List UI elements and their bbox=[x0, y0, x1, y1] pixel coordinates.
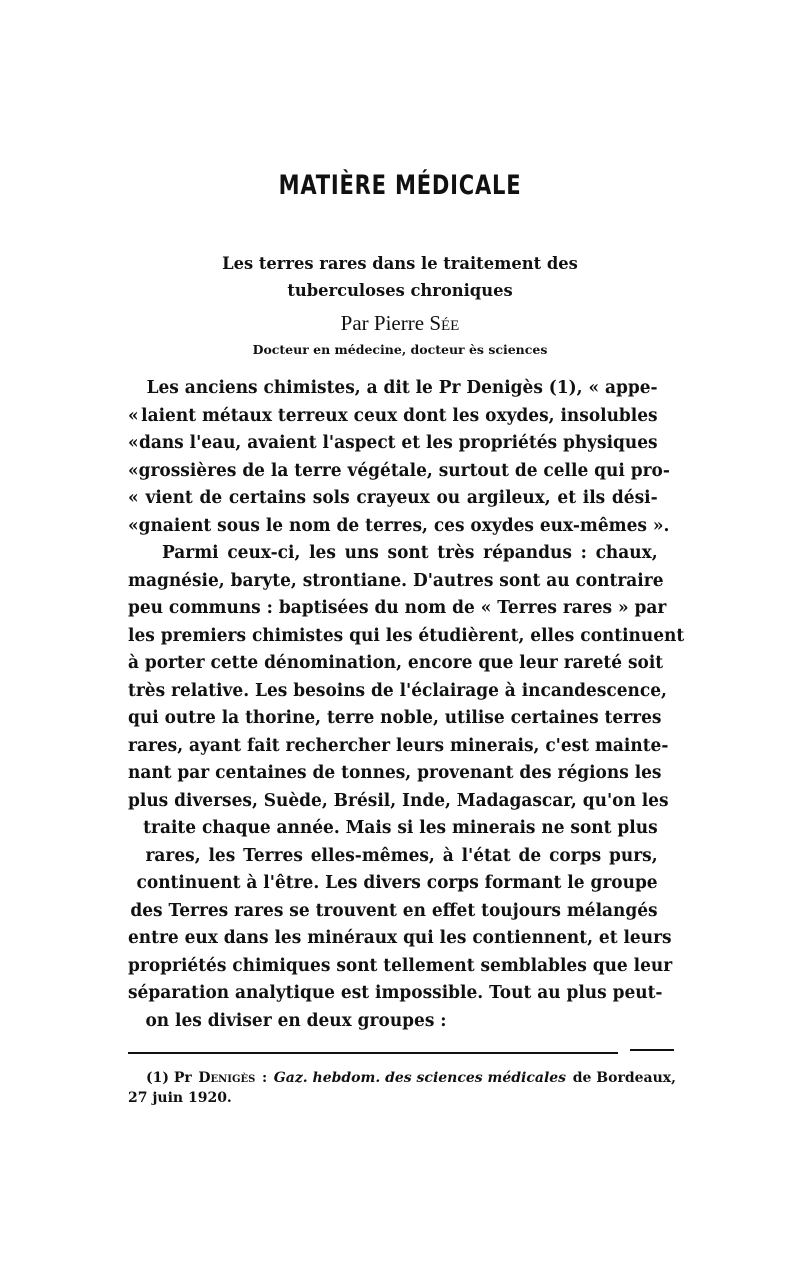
quote-mark bbox=[128, 1011, 145, 1039]
line-text: séparation analytique est impossible. Tout au plus peut- bbox=[128, 983, 663, 1003]
text-line bbox=[128, 433, 658, 461]
line-text: magnésie, baryte, strontiane. D'autres sont au contraire bbox=[128, 570, 664, 591]
author-line bbox=[0, 311, 800, 336]
line-text: les premiers chimistes qui les étudièrent, elles continuent bbox=[128, 625, 685, 646]
text-line bbox=[128, 708, 662, 736]
line-text: très relative. Les besoins de l'éclairage à incandescence, bbox=[128, 680, 667, 701]
text-line bbox=[128, 846, 658, 874]
text-line bbox=[128, 598, 667, 626]
text-line bbox=[128, 955, 673, 984]
quote-mark bbox=[128, 846, 145, 874]
text-line bbox=[128, 653, 664, 681]
footnote-marker: (1) Pr bbox=[146, 1070, 192, 1086]
line-text: dans l'eau, avaient l'aspect et les propriétés physiques bbox=[138, 433, 658, 453]
text-line bbox=[128, 515, 670, 544]
line-text: rares, les Terres elles-mêmes, à l'état de corps purs, bbox=[145, 845, 658, 866]
footnote-separator: : bbox=[262, 1070, 268, 1086]
text-line bbox=[128, 1011, 658, 1039]
section-heading: MATIÈRE MÉDICALE bbox=[278, 170, 522, 201]
footnote-divider bbox=[128, 1052, 618, 1054]
footnote-journal: Gaz. hebdom. des sciences médicales bbox=[273, 1070, 567, 1086]
article-title-line-1: Les terres rares dans le traitement des bbox=[222, 254, 578, 274]
text-line bbox=[128, 543, 658, 571]
line-text: continuent à l'être. Les divers corps formant le groupe bbox=[136, 873, 658, 893]
line-text: traite chaque année. Mais si les minerais ne sont plus bbox=[143, 818, 658, 838]
line-text: on les diviser en deux groupes : bbox=[145, 1010, 447, 1031]
text-line bbox=[128, 406, 658, 434]
footnote-line-2: 27 juin 1920. bbox=[128, 1090, 232, 1106]
line-text: Les anciens chimistes, a dit le Pr Denigès (1), « appe- bbox=[146, 378, 658, 398]
line-text: vient de certains sols crayeux ou argileux, et ils dési- bbox=[145, 488, 658, 508]
quote-mark bbox=[128, 818, 143, 846]
line-text: nant par centaines de tonnes, provenant des régions les bbox=[128, 763, 662, 783]
quote-mark: « bbox=[128, 488, 139, 508]
quote-mark: « bbox=[128, 515, 139, 536]
line-text: peu communs : baptisées du nom de « Terres rares » par bbox=[128, 598, 667, 618]
text-line bbox=[128, 818, 658, 846]
quote-mark bbox=[128, 873, 137, 901]
author-prefix: Par Pierre bbox=[340, 311, 425, 335]
quote-mark: « bbox=[128, 460, 139, 481]
text-line bbox=[128, 625, 685, 654]
text-line bbox=[128, 928, 672, 956]
text-line bbox=[128, 735, 669, 764]
footnote-divider-short bbox=[630, 1049, 674, 1051]
line-text: gnaient sous le nom de terres, ces oxydes eux-mêmes ». bbox=[138, 515, 670, 536]
line-text: entre eux dans les minéraux qui les contiennent, et leurs bbox=[128, 928, 672, 948]
text-line bbox=[128, 488, 658, 516]
quote-mark bbox=[128, 543, 145, 571]
author-credentials: Docteur en médecine, docteur ès sciences bbox=[252, 342, 548, 357]
footnote-place: de Bordeaux, bbox=[572, 1070, 676, 1086]
text-line bbox=[128, 763, 662, 791]
author-name: Sée bbox=[429, 311, 460, 335]
quote-mark: « bbox=[128, 405, 139, 426]
line-text: à porter cette dénomination, encore que leur rareté soit bbox=[128, 653, 664, 673]
line-text: Parmi ceux-ci, les uns sont très répandus : chaux, bbox=[161, 543, 658, 563]
text-line bbox=[128, 790, 669, 819]
quote-mark: « bbox=[128, 433, 139, 453]
text-line bbox=[128, 901, 658, 929]
text-line bbox=[128, 873, 658, 901]
line-text: propriétés chimiques sont tellement semblables que leur bbox=[128, 955, 673, 976]
line-text: rares, ayant fait rechercher leurs minerais, c'est mainte- bbox=[128, 735, 669, 756]
footnote-author: Denigès bbox=[198, 1070, 256, 1086]
footnote-line-1 bbox=[128, 1070, 676, 1086]
text-line bbox=[128, 460, 670, 489]
line-text: plus diverses, Suède, Brésil, Inde, Madagascar, qu'on les bbox=[128, 790, 669, 811]
article-title-line-2: tuberculoses chroniques bbox=[287, 281, 513, 301]
text-line bbox=[128, 680, 667, 709]
text-line bbox=[128, 378, 658, 406]
text-line bbox=[128, 983, 663, 1011]
line-text: grossières de la terre végétale, surtout de celle qui pro- bbox=[138, 460, 670, 481]
line-text: laient métaux terreux ceux dont les oxydes, insolubles bbox=[141, 405, 658, 426]
text-line bbox=[128, 570, 664, 599]
line-text: qui outre la thorine, terre noble, utilise certaines terres bbox=[128, 708, 662, 728]
line-text: des Terres rares se trouvent en effet toujours mélangés bbox=[130, 900, 658, 921]
